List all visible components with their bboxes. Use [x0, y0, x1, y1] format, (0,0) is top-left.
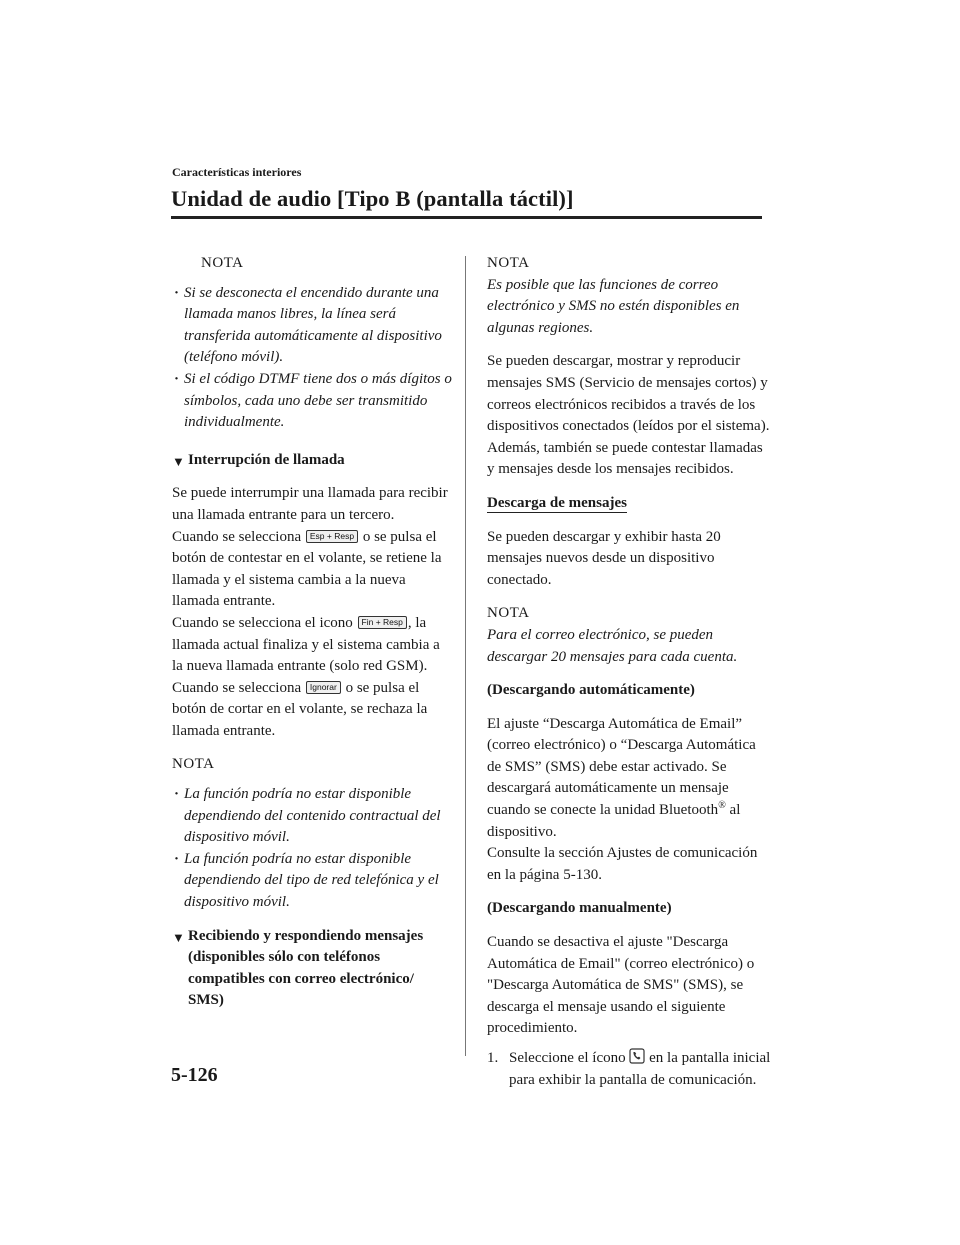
page-number: 5-126	[171, 1064, 218, 1086]
column-divider	[465, 256, 466, 1056]
phone-icon	[629, 1048, 645, 1064]
subheading-manual: (Descargando manualmente)	[487, 900, 672, 917]
list-item: · La función podría no estar disponible dependiendo del contenido contractual del dispositivo móvil.	[184, 784, 454, 849]
ignorar-button-icon: Ignorar	[306, 681, 341, 694]
note-list	[172, 283, 454, 434]
esp-resp-button-icon: Esp + Resp	[306, 530, 358, 543]
subheading-mensajes: ▼ Recibiendo y respondiendo mensajes (disponibles sólo con teléfonos compatibles con correo electrónico/ SMS)	[172, 927, 424, 1009]
page-title: Unidad de audio [Tipo B (pantalla táctil)]	[171, 186, 574, 211]
paragraph: Cuando se selecciona Ignorar o se pulsa el botón de cortar en el volante, se rechaza la llamada entrante.	[172, 679, 428, 739]
fin-resp-button-icon: Fin + Resp	[358, 616, 407, 629]
list-item: · Si el código DTMF tiene dos o más dígitos o símbolos, cada uno debe ser transmitido individualmente.	[184, 369, 454, 434]
paragraph: Consulte la sección Ajustes de comunicación en la página 5-130.	[487, 845, 758, 883]
paragraph: El ajuste “Descarga Automática de Email” (correo electrónico) o “Descarga Automática de SMS” (SMS) debe estar activado. Se descargará automáticamente un mensaje cuando se conecte la unidad Bluetooth® al dispositivo.	[487, 715, 756, 840]
paragraph: Se pueden descargar, mostrar y reproducir mensajes SMS (Servicio de mensajes cortos) y correos electrónicos recibidos a través de los dispositivos conectados (leídos por el sistema).	[487, 353, 770, 435]
subheading-descarga: Descarga de mensajes	[487, 494, 627, 511]
note-label: NOTA	[201, 255, 244, 271]
list-item: · La función podría no estar disponible dependiendo del tipo de red telefónica y el dispositivo móvil.	[184, 849, 454, 914]
note-label: NOTA	[172, 756, 215, 773]
note-text: Para el correo electrónico, se pueden descargar 20 mensajes para cada cuenta.	[487, 626, 738, 665]
paragraph: Además, también se puede contestar llamadas y mensajes desde los mensajes recibidos.	[487, 439, 763, 478]
note-text: Es posible que las funciones de correo electrónico y SMS no estén disponibles en algunas regiones.	[487, 276, 740, 336]
section-label: Características interiores	[172, 165, 302, 179]
paragraph: Se pueden descargar y exhibir hasta 20 mensajes nuevos desde un dispositivo conectado.	[487, 528, 721, 588]
steps-list	[487, 1048, 771, 1091]
triangle-icon: ▼	[172, 929, 185, 945]
note-label: NOTA	[487, 255, 530, 271]
paragraph: Se puede interrumpir una llamada para recibir una llamada entrante para un tercero.	[172, 485, 448, 523]
paragraph: Cuando se selecciona Esp + Resp o se pulsa el botón de contestar en el volante, se retiene la llamada y el sistema cambia a la nueva llamada entrante.	[172, 528, 442, 610]
left-column	[172, 253, 454, 1012]
note-label: NOTA	[487, 605, 530, 622]
subheading-interrupcion: ▼ Interrupción de llamada	[172, 450, 454, 472]
paragraph: Cuando se desactiva el ajuste "Descarga Automática de Email" (correo electrónico) o "Descarga Automática de SMS" (SMS), se descarga el mensaje usando el siguiente procedimiento.	[487, 934, 755, 1037]
title-rule	[171, 216, 762, 219]
list-item: · Si se desconecta el encendido durante una llamada manos libres, la línea será transferida automáticamente al dispositivo (teléfono móvil).	[184, 283, 454, 369]
triangle-icon: ▼	[172, 453, 185, 469]
note-list	[172, 784, 454, 914]
subheading-auto: (Descargando automáticamente)	[487, 682, 695, 699]
right-column	[487, 253, 771, 1091]
list-item: 1. Seleccione el ícono en la pantalla inicial para exhibir la pantalla de comunicación.	[487, 1050, 771, 1088]
paragraph: Cuando se selecciona el icono Fin + Resp , la llamada actual finaliza y el sistema cambia a la nueva llamada entrante (solo red GSM).	[172, 614, 440, 675]
